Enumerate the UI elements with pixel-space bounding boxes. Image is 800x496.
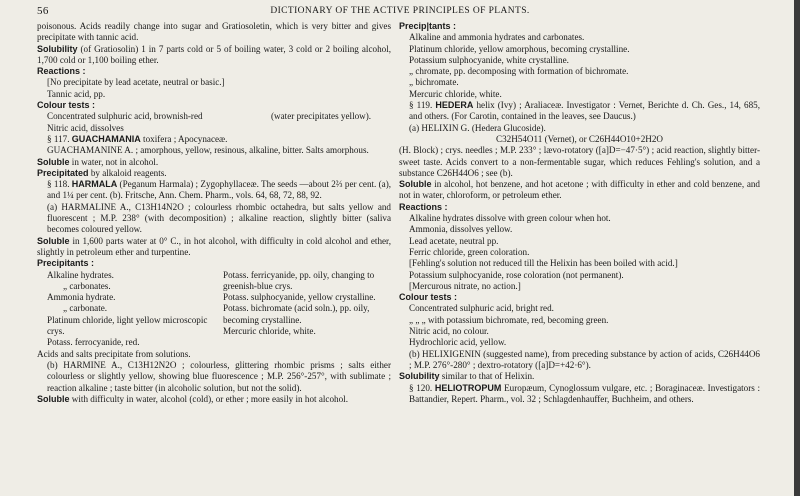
precipitants-heading: Precipitants : (37, 258, 95, 269)
reaction-line: Tannic acid, pp. (47, 88, 106, 99)
reaction-line: Lead acetate, neutral pp. (409, 235, 499, 246)
reactions-heading: Reactions : (399, 201, 448, 212)
soluble-text: with difficulty in water, alcohol (cold), or ether ; more easily in hot alcohol. (71, 393, 348, 404)
reaction-line: [Mercurous nitrate, no action.] (409, 280, 521, 291)
guachamanine-text: GUACHAMANINE A. ; amorphous, yellow, resinous, alkaline, bitter. Salts amorphous. (47, 145, 369, 156)
solubility-text: (of Gratiosolin) 1 in 7 parts cold or 5 of boiling water, 3 cold or 2 boiling alcohol, 1,700 cold or 1,100 boiling ether. (37, 43, 392, 65)
soluble-text: in water, not in alcohol. (71, 156, 159, 167)
precipitants-col-a (47, 270, 215, 349)
precipitant-line: Potassium sulphocyanide, white crystalline. (409, 54, 569, 65)
colour-test-line: Concentrated sulphuric acid, bright red. (409, 303, 554, 314)
section-rest: helix (Ivy) ; Araliaceæ. Investigator : Vernet, Berichte d. Ch. Ges., 14, 685, and others. (For Carotin, contained in the leaves, see Daucus.) (409, 100, 760, 122)
colour-tests-heading: Colour tests : (399, 292, 458, 303)
precipitant-item: Platinum chloride, light yellow microscopic crys. (47, 314, 208, 337)
left-column (37, 21, 391, 405)
solubility-label: Solubility (399, 371, 440, 382)
solubility-text: similar to that of Helixin. (441, 371, 535, 382)
section-118 (37, 179, 391, 202)
precipitant-item: Potass. sulphocyanide, yellow crystalline. (223, 292, 376, 303)
solubility-label: Solubility (37, 43, 78, 54)
precipitant-line: Platinum chloride, yellow amorphous, becoming crystalline. (409, 43, 630, 54)
precipitant-item: Mercuric chloride, white. (223, 326, 316, 337)
precipitant-line: Mercuric chloride, white. (409, 88, 502, 99)
colour-test-line: Hydrochloric acid, yellow. (409, 337, 507, 348)
solubility-paragraph (399, 371, 760, 382)
precipitants-heading: Precip|tants : (399, 21, 457, 31)
precipitant-item: „ carbonates. (63, 280, 111, 291)
precipitant-item: „ carbonate. (63, 303, 108, 314)
section-title: GUACHAMANIA (71, 133, 141, 144)
helixin-heading: (a) HELIXIN G. (Hedera Glucoside). (409, 122, 546, 133)
precipitant-line: „ chromate, pp. decomposing with formation of bichromate. (409, 66, 629, 77)
soluble-label: Soluble (37, 393, 70, 404)
section-number: § 120. (409, 382, 433, 393)
acids-salts-text: Acids and salts precipitate from solutions. (37, 348, 191, 359)
reaction-line: Ammonia, dissolves yellow. (409, 224, 513, 235)
section-title: HELIOTROPUM (434, 382, 502, 393)
reaction-line: [Fehling's solution not reduced till the Helixin has been boiled with acid.] (409, 258, 678, 269)
section-120 (399, 383, 760, 406)
running-header (0, 4, 800, 20)
colour-test-line: „ „ „ with potassium bichromate, red, becoming green. (409, 314, 609, 325)
colour-test-line: Concentrated sulphuric acid, brownish-red (47, 111, 203, 122)
reaction-line: Ferric chloride, green coloration. (409, 246, 530, 257)
section-number: § 118. (47, 179, 70, 190)
soluble-label: Soluble (37, 156, 70, 167)
running-title: DICTIONARY OF THE ACTIVE PRINCIPLES OF PLANTS. (270, 6, 530, 16)
precipitated-paragraph (37, 168, 391, 179)
soluble-paragraph (37, 157, 391, 168)
helixin-formula: C32H54O11 (Vernet), or C26H44O10+2H2O (495, 133, 663, 144)
soluble-paragraph (399, 179, 760, 202)
harmaline-text: (a) HARMALINE A., C13H14N2O ; colourless rhombic octahedra, but salts yellow and fluorescent ; M.P. 238° (with decomposition) ; alkaline reaction, slightly bitter (saliva becomes coloured yellow. (47, 201, 391, 235)
soluble-label: Soluble (37, 235, 70, 246)
soluble-text: in 1,600 parts water at 0° C., in hot alcohol, with difficulty in cold alcohol and ether, slightly in petroleum ether and turpentine. (37, 235, 392, 257)
reactions-heading: Reactions : (37, 66, 86, 77)
harmine-text: (b) HARMINE A., C13H12N2O ; colourless, glittering rhombic prisms ; salts either colourless or slightly yellow, showing blue fluorescence ; M.P. 256°-257°, with sublimate ; reaction alkaline ; taste bitter (in alcoholic solution, but not the solid). (47, 359, 391, 393)
right-column (399, 21, 760, 405)
reaction-line: Alkaline hydrates dissolve with green colour when hot. (409, 213, 611, 224)
soluble-text: in alcohol, hot benzene, and hot acetone ; with difficulty in ether and cold benzene, and not in water, chloroform, or petroleum ether. (399, 179, 760, 201)
page-edge-shadow (794, 0, 800, 496)
precipitant-line: Alkaline and ammonia hydrates and carbonates. (409, 32, 585, 43)
precipitant-line: „ bichromate. (409, 77, 459, 88)
soluble-label: Soluble (399, 179, 432, 190)
section-119 (399, 100, 760, 123)
helixin-text: (H. Block) ; crys. needles ; M.P. 233° ; lævo-rotatory ([a]D=−47·5°) ; acid reaction, slightly bitter-sweet taste. Acids convert to a non-fermentable sugar, which reduces Fehling's solution, and a substance C26H44O6 ; see (b). (399, 145, 760, 178)
colour-test-line: Nitric acid, no colour. (409, 326, 489, 337)
precipitant-item: Potass. bichromate (acid soln.), pp. oily, becoming crystalline. (223, 303, 370, 325)
section-rest: Europæum, Cynoglossum vulgare, etc. ; Boraginaceæ. Investigators : Battandier, Repert. Pharm., vol. 32 ; Schlagdenhauffer, Buchheim, and others. (409, 382, 761, 404)
colour-tests-brace (37, 111, 391, 134)
section-number: § 119. (409, 100, 433, 111)
precipitated-text: by alkaloid reagents. (90, 167, 167, 178)
colour-test-line: Nitric acid, dissolves (47, 122, 124, 133)
section-117 (37, 134, 391, 145)
gratiosolin-text: poisonous. Acids readily change into sugar and Gratiosoletin, which is very bitter and gives precipitate with tannic acid. (37, 21, 391, 43)
precipitants-table (37, 270, 391, 349)
soluble-paragraph (37, 236, 391, 259)
page-number: 56 (37, 5, 49, 17)
colour-test-note: (water precipitates yellow). (271, 111, 372, 122)
colour-tests-heading: Colour tests : (37, 100, 96, 111)
precipitated-label: Precipitated (37, 167, 89, 178)
section-rest: (Peganum Harmala) ; Zygophyllaceæ. The seeds —about 2⅔ per cent. (a), and 1¼ per cent. (b). Fritsche, Ann. Chem. Pharm., vols. 64, 68, 72, 88, 92. (47, 179, 392, 201)
precipitant-item: Ammonia hydrate. (47, 292, 116, 303)
precipitant-item: Potass. ferricyanide, pp. oily, changing to greenish-blue crys. (223, 269, 375, 291)
section-title: HARMALA (71, 179, 118, 190)
section-title: HEDERA (435, 100, 474, 111)
section-rest: toxifera ; Apocynaceæ. (143, 133, 228, 144)
precipitant-item: Potass. ferrocyanide, red. (47, 337, 140, 348)
precipitant-item: Alkaline hydrates. (47, 269, 114, 280)
precipitants-col-b (215, 270, 391, 349)
reaction-line: Potassium sulphocyanide, rose coloration (not permanent). (409, 269, 624, 280)
reaction-line: [No precipitate by lead acetate, neutral or basic.] (47, 77, 225, 88)
helixigenin-text: (b) HELIXIGENIN (suggested name), from preceding substance by action of acids, C26H44O6 ; M.P. 276°-280° ; dextro-rotatory ([a]D=+42·6°). (409, 348, 760, 370)
solubility-paragraph (37, 44, 391, 67)
soluble-paragraph (37, 394, 391, 405)
section-number: § 117. (47, 133, 70, 144)
